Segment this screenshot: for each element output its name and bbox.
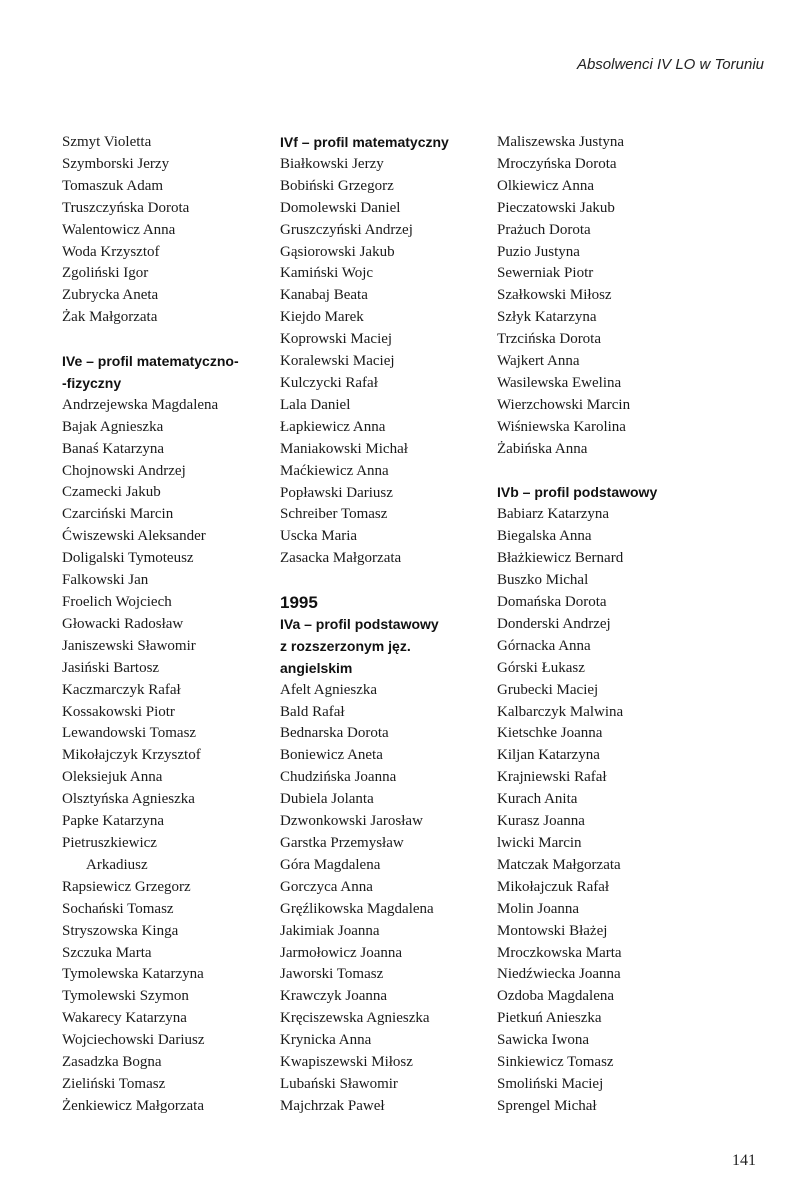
graduate-name: Tymolewski Szymon bbox=[62, 988, 189, 1005]
graduate-name: Walentowicz Anna bbox=[62, 221, 176, 238]
graduate-name: Mroczkowska Marta bbox=[497, 944, 622, 961]
class-heading: IVe – profil matematyczno- bbox=[62, 353, 239, 370]
graduate-name: Maliszewska Justyna bbox=[497, 134, 625, 150]
column-3 bbox=[497, 132, 707, 1118]
graduate-name: Szmyt Violetta bbox=[62, 134, 152, 150]
page-number: 141 bbox=[732, 1152, 756, 1169]
graduate-name: Zieliński Tomasz bbox=[62, 1075, 166, 1092]
graduate-name: Kwapiszewski Miłosz bbox=[280, 1054, 413, 1071]
graduate-name: Popławski Dariusz bbox=[280, 484, 393, 501]
column-1 bbox=[62, 132, 262, 1118]
graduate-name: Kurach Anita bbox=[497, 791, 578, 808]
graduate-name: Domańska Dorota bbox=[497, 594, 607, 611]
class-heading: IVf – profil matematyczny bbox=[280, 134, 449, 150]
graduate-name: Maćkiewicz Anna bbox=[280, 462, 389, 479]
graduate-name: Ćwiszewski Aleksander bbox=[62, 528, 206, 545]
graduate-name: Lewandowski Tomasz bbox=[62, 725, 197, 742]
graduate-name: Kulczycki Rafał bbox=[280, 374, 378, 391]
graduate-name: Białkowski Jerzy bbox=[280, 155, 384, 172]
graduate-name: Górnacka Anna bbox=[497, 637, 591, 654]
graduate-name: Banaś Katarzyna bbox=[62, 440, 165, 457]
graduate-name: Bald Rafał bbox=[280, 703, 345, 720]
class-heading: z rozszerzonym jęz. bbox=[280, 637, 411, 654]
graduate-name: Krynicka Anna bbox=[280, 1032, 372, 1049]
graduate-name: Smoliński Maciej bbox=[497, 1075, 604, 1092]
graduate-name: Bednarska Dorota bbox=[280, 725, 389, 742]
graduate-name: Kalbarczyk Malwina bbox=[497, 703, 624, 720]
graduate-name: Gruszczyński Andrzej bbox=[280, 221, 413, 238]
graduate-name: Rapsiewicz Grzegorz bbox=[62, 878, 191, 895]
graduate-name: Żenkiewicz Małgorzata bbox=[62, 1097, 205, 1114]
graduate-name: Woda Krzysztof bbox=[62, 243, 160, 260]
graduate-name: Zubrycka Aneta bbox=[62, 287, 159, 304]
graduate-name: Bajak Agnieszka bbox=[62, 418, 164, 435]
graduate-name: Jakimiak Joanna bbox=[280, 922, 380, 939]
graduate-name: Kurasz Joanna bbox=[497, 813, 585, 830]
graduate-name: Wakarecy Katarzyna bbox=[62, 1010, 187, 1027]
graduate-name: Koralewski Maciej bbox=[280, 353, 395, 370]
graduate-name: Mikołajczuk Rafał bbox=[497, 878, 610, 895]
graduate-name: Papke Katarzyna bbox=[62, 813, 165, 830]
graduate-name: Montowski Błażej bbox=[497, 922, 608, 939]
graduate-name-continuation: Arkadiusz bbox=[86, 856, 148, 873]
graduate-name: Puzio Justyna bbox=[497, 243, 580, 260]
section-spacer bbox=[497, 461, 707, 483]
graduate-name: Błażkiewicz Bernard bbox=[497, 550, 624, 567]
graduate-name: Żak Małgorzata bbox=[62, 309, 158, 326]
class-heading: IVa – profil podstawowy bbox=[280, 615, 439, 632]
graduate-name: Sochański Tomasz bbox=[62, 900, 174, 917]
graduate-name: Szymborski Jerzy bbox=[62, 155, 170, 172]
graduate-name: Falkowski Jan bbox=[62, 572, 149, 589]
graduate-name: Wojciechowski Dariusz bbox=[62, 1032, 205, 1049]
graduate-name: Domolewski Daniel bbox=[280, 199, 401, 216]
graduate-name: Oleksiejuk Anna bbox=[62, 769, 163, 786]
graduate-name: Ozdoba Magdalena bbox=[497, 988, 615, 1005]
graduate-name: Górski Łukasz bbox=[497, 659, 585, 676]
graduate-name: lwicki Marcin bbox=[497, 834, 582, 851]
graduate-name: Garstka Przemysław bbox=[280, 834, 404, 851]
class-heading: angielskim bbox=[280, 659, 353, 676]
graduate-name: Zasacka Małgorzata bbox=[280, 550, 402, 567]
graduate-name: Sawicka Iwona bbox=[497, 1032, 590, 1049]
graduate-name: Doligalski Tymoteusz bbox=[62, 550, 194, 567]
graduate-name: Czamecki Jakub bbox=[62, 484, 161, 501]
graduate-name: Gąsiorowski Jakub bbox=[280, 243, 395, 260]
graduate-name: Grubecki Maciej bbox=[497, 681, 599, 698]
graduate-name: Schreiber Tomasz bbox=[280, 506, 388, 523]
graduate-name: Froelich Wojciech bbox=[62, 594, 172, 611]
graduate-name: Sinkiewicz Tomasz bbox=[497, 1054, 614, 1071]
graduate-name: Żabińska Anna bbox=[497, 440, 588, 457]
graduate-name: Pietkuń Anieszka bbox=[497, 1010, 602, 1027]
graduate-name: Szałkowski Miłosz bbox=[497, 287, 612, 304]
graduate-name: Chudzińska Joanna bbox=[280, 769, 397, 786]
graduate-name: Kanabaj Beata bbox=[280, 287, 368, 304]
graduate-name: Niedźwiecka Joanna bbox=[497, 966, 621, 983]
graduate-name: Mikołajczyk Krzysztof bbox=[62, 747, 201, 764]
graduate-name: Czarciński Marcin bbox=[62, 506, 174, 523]
graduate-name: Zasadzka Bogna bbox=[62, 1054, 162, 1071]
graduate-name: Mroczyńska Dorota bbox=[497, 155, 617, 172]
year-heading: 1995 bbox=[280, 593, 318, 613]
graduate-name: Krajniewski Rafał bbox=[497, 769, 607, 786]
graduate-name: Wiśniewska Karolina bbox=[497, 418, 626, 435]
graduate-name: Prażuch Dorota bbox=[497, 221, 591, 238]
section-spacer bbox=[280, 570, 480, 592]
graduate-name: Stryszowska Kinga bbox=[62, 922, 179, 939]
graduate-name: Dzwonkowski Jarosław bbox=[280, 813, 423, 830]
graduate-name: Łapkiewicz Anna bbox=[280, 418, 386, 435]
graduate-name: Pietruszkiewicz bbox=[62, 834, 157, 851]
graduate-name: Lubański Sławomir bbox=[280, 1075, 398, 1092]
graduate-name: Góra Magdalena bbox=[280, 856, 381, 873]
graduate-name: Kamiński Wojc bbox=[280, 265, 374, 282]
graduate-name: Wasilewska Ewelina bbox=[497, 374, 622, 391]
graduate-name: Matczak Małgorzata bbox=[497, 856, 621, 873]
column-2 bbox=[280, 132, 480, 1118]
graduate-name: Truszczyńska Dorota bbox=[62, 199, 190, 216]
graduate-name: Kietschke Joanna bbox=[497, 725, 603, 742]
section-spacer bbox=[62, 329, 262, 351]
graduate-name: Kręciszewska Agnieszka bbox=[280, 1010, 430, 1027]
graduate-name: Kaczmarczyk Rafał bbox=[62, 681, 181, 698]
graduate-name: Trzcińska Dorota bbox=[497, 331, 602, 348]
graduate-name: Olsztyńska Agnieszka bbox=[62, 791, 195, 808]
graduate-name: Szłyk Katarzyna bbox=[497, 309, 597, 326]
running-header: Absolwenci IV LO w Toruniu bbox=[576, 56, 764, 73]
graduate-name: Jaworski Tomasz bbox=[280, 966, 384, 983]
graduate-name: Kossakowski Piotr bbox=[62, 703, 175, 720]
graduate-name: Afelt Agnieszka bbox=[280, 681, 378, 698]
graduate-name: Gorczyca Anna bbox=[280, 878, 373, 895]
graduate-name: Kiljan Katarzyna bbox=[497, 747, 600, 764]
graduate-name: Wajkert Anna bbox=[497, 353, 580, 370]
graduate-name: Jarmołowicz Joanna bbox=[280, 944, 403, 961]
graduate-name: Tymolewska Katarzyna bbox=[62, 966, 204, 983]
graduate-name: Boniewicz Aneta bbox=[280, 747, 383, 764]
graduate-name: Krawczyk Joanna bbox=[280, 988, 388, 1005]
graduate-name: Wierzchowski Marcin bbox=[497, 396, 631, 413]
graduate-name: Sewerniak Piotr bbox=[497, 265, 594, 282]
graduate-name: Uscka Maria bbox=[280, 528, 358, 545]
graduate-name: Koprowski Maciej bbox=[280, 331, 393, 348]
graduate-name: Pieczatowski Jakub bbox=[497, 199, 615, 216]
graduate-name: Donderski Andrzej bbox=[497, 615, 611, 632]
graduate-name: Zgoliński Igor bbox=[62, 265, 149, 282]
graduate-name: Andrzejewska Magdalena bbox=[62, 396, 219, 413]
graduate-name: Majchrzak Paweł bbox=[280, 1097, 385, 1114]
class-heading: -fizyczny bbox=[62, 374, 122, 391]
graduate-name: Maniakowski Michał bbox=[280, 440, 408, 457]
graduate-name: Biegalska Anna bbox=[497, 528, 592, 545]
graduate-name: Molin Joanna bbox=[497, 900, 580, 917]
graduate-name: Babiarz Katarzyna bbox=[497, 506, 610, 523]
graduate-name: Kiejdo Marek bbox=[280, 309, 364, 326]
graduate-name: Bobiński Grzegorz bbox=[280, 177, 394, 194]
graduate-name: Gręźlikowska Magdalena bbox=[280, 900, 434, 917]
graduate-name: Jasiński Bartosz bbox=[62, 659, 160, 676]
graduate-name: Szczuka Marta bbox=[62, 944, 152, 961]
graduate-name: Olkiewicz Anna bbox=[497, 177, 595, 194]
graduate-name: Janiszewski Sławomir bbox=[62, 637, 196, 654]
graduate-name: Tomaszuk Adam bbox=[62, 177, 164, 194]
graduate-name: Głowacki Radosław bbox=[62, 615, 184, 632]
graduate-name: Buszko Michal bbox=[497, 572, 589, 589]
class-heading: IVb – profil podstawowy bbox=[497, 484, 658, 501]
graduate-name: Dubiela Jolanta bbox=[280, 791, 374, 808]
graduate-name: Sprengel Michał bbox=[497, 1097, 597, 1114]
graduate-name: Lala Daniel bbox=[280, 396, 351, 413]
graduate-name: Chojnowski Andrzej bbox=[62, 462, 186, 479]
